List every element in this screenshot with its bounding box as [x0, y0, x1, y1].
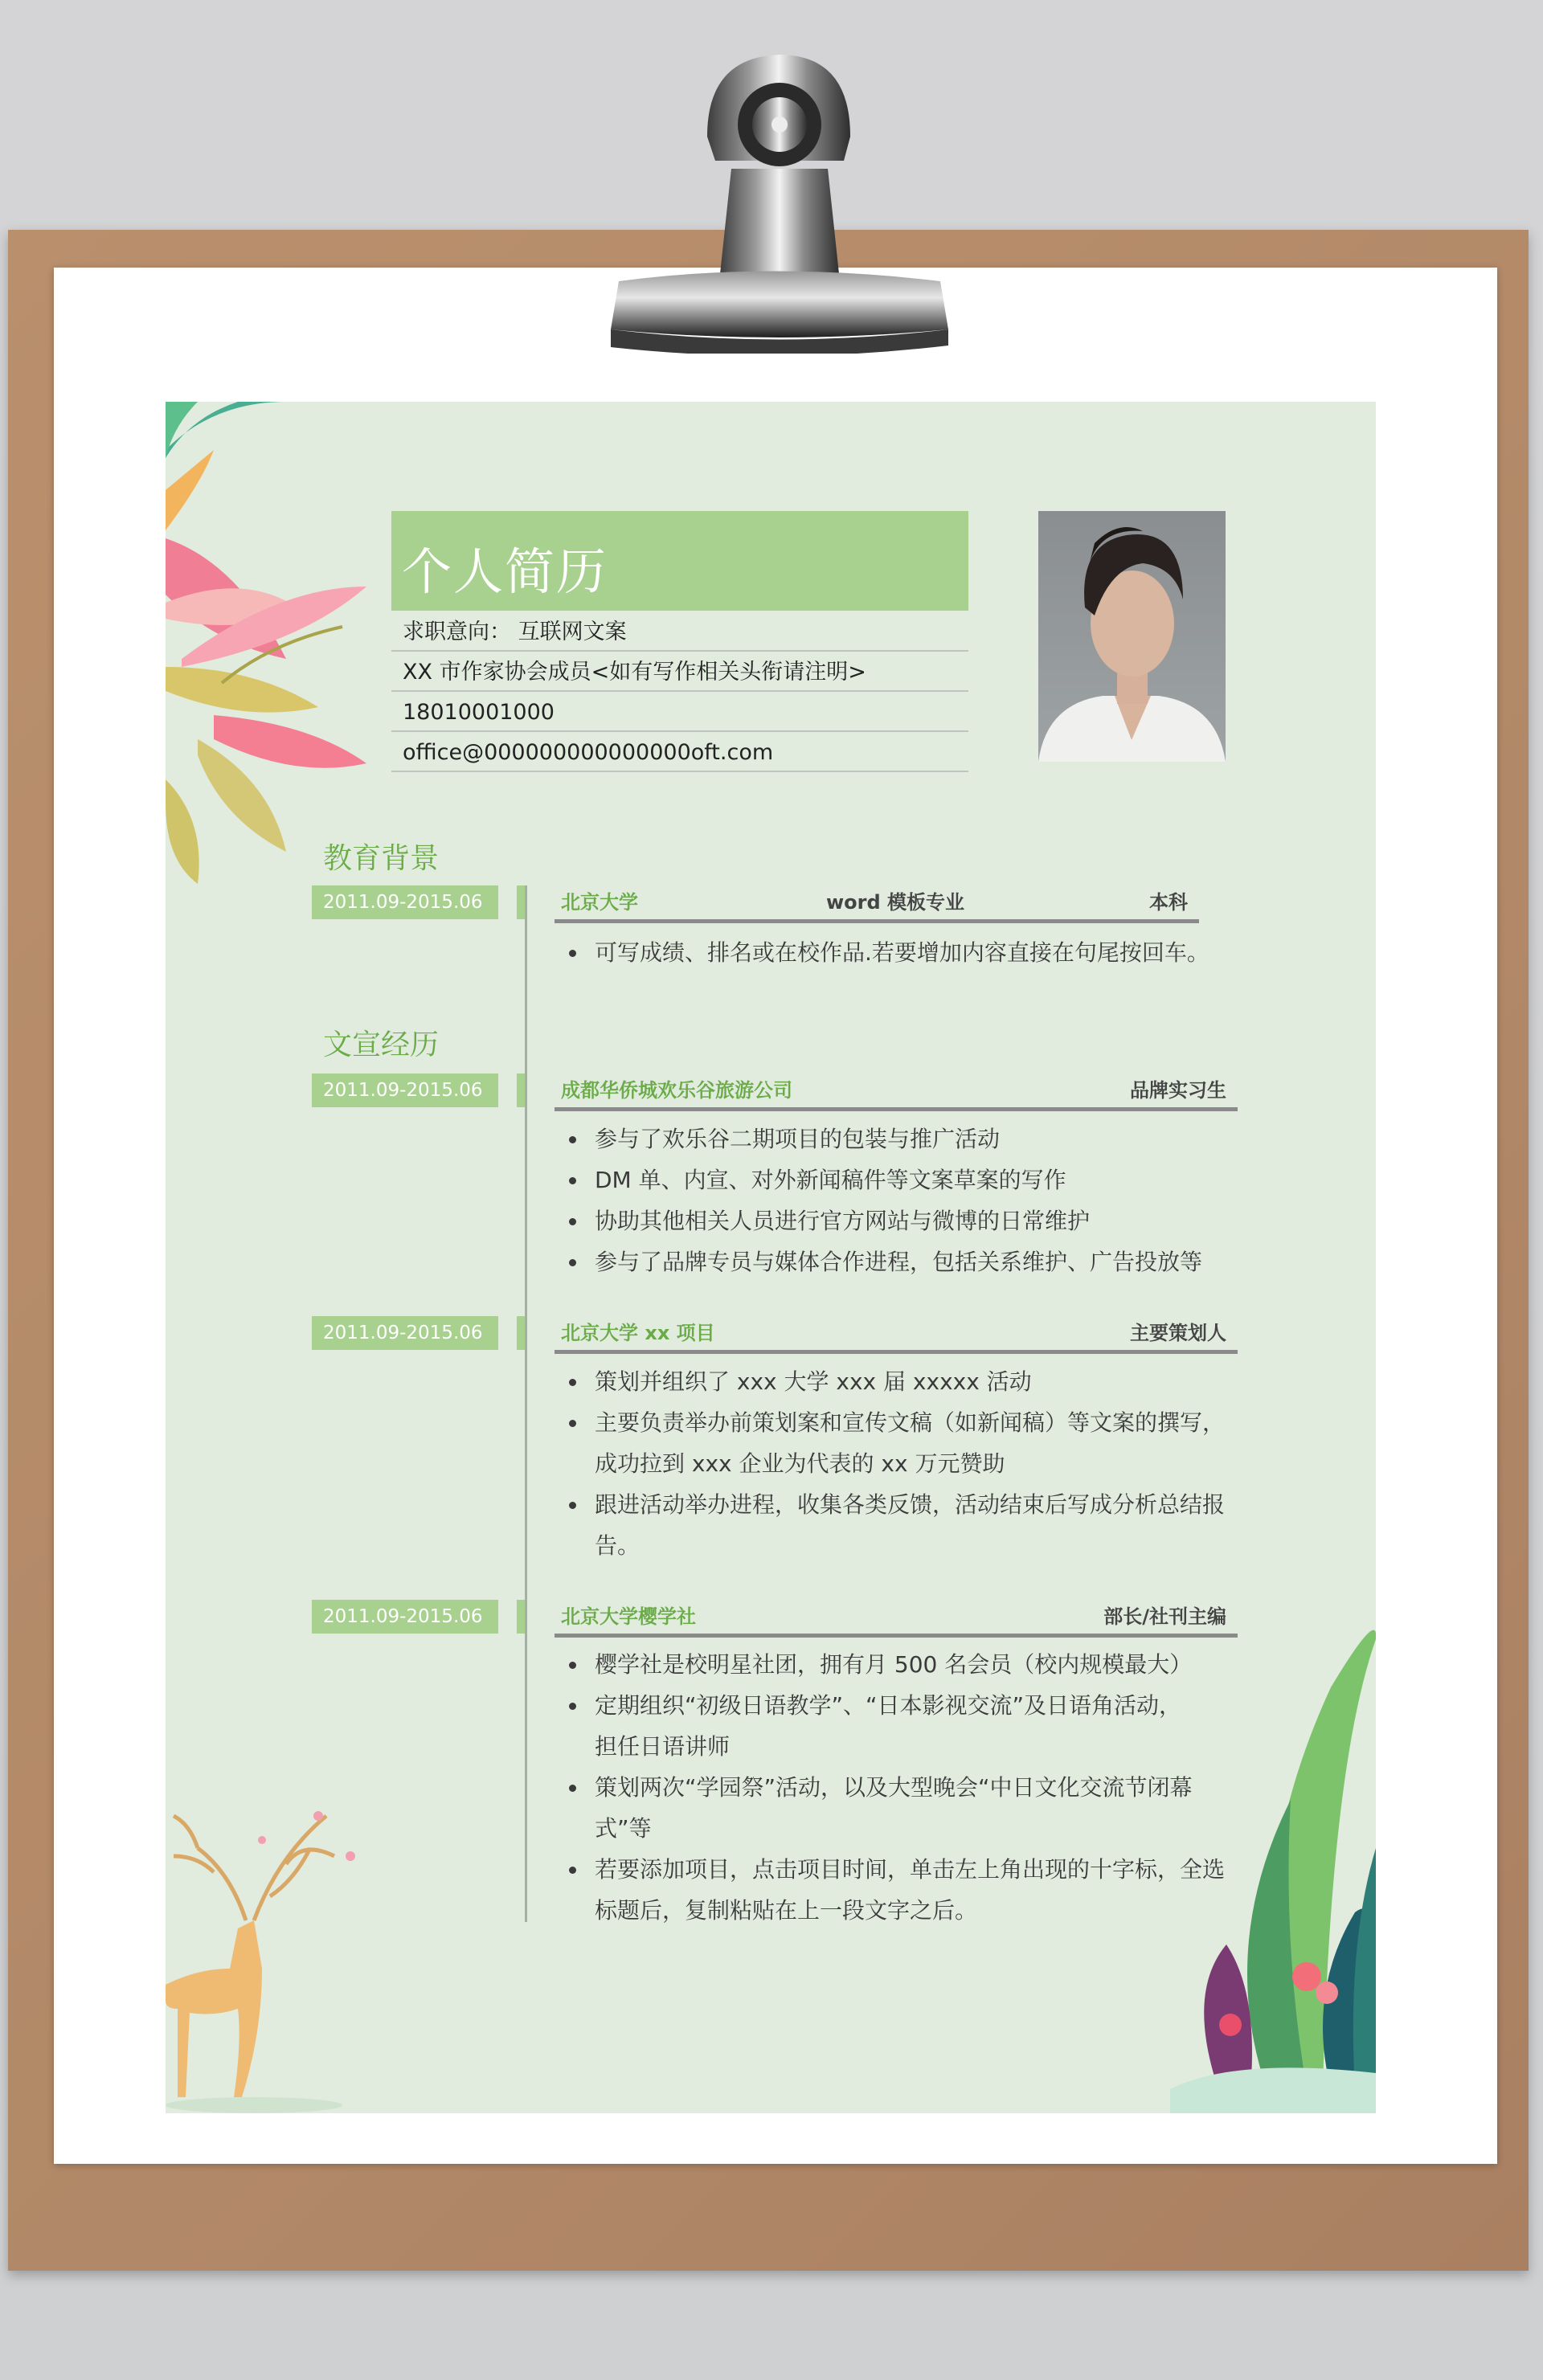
experience-header — [555, 1073, 1238, 1111]
list-item: 樱学社是校明星社团，拥有月 500 名会员（校内规模最大） — [555, 1644, 1225, 1685]
role-name: 品牌实习生 — [1130, 1079, 1226, 1102]
degree: 本科 — [1149, 891, 1188, 914]
experience-header — [555, 1600, 1238, 1638]
major-name: word 模板专业 — [826, 891, 965, 914]
experience-bullets — [555, 1644, 1225, 1931]
resume-title: 个人简历 — [402, 542, 608, 601]
list-item: 可写成绩、排名或在校作品.若要增加内容直接在句尾按回车。 — [555, 932, 1209, 973]
education-section-title: 教育背景 — [323, 842, 440, 875]
phone-number: 18010001000 — [391, 693, 968, 732]
profile-photo — [1038, 511, 1226, 762]
list-item-continuation: 告。 — [595, 1532, 641, 1559]
experience-date: 2011.09-2015.06 — [312, 1316, 498, 1350]
role-name: 主要策划人 — [1130, 1322, 1226, 1344]
job-intent: 求职意向： 互联网文案 — [391, 613, 968, 652]
email-address: office@000000000000000oft.com — [391, 734, 968, 772]
list-item: 策划并组织了 xxx 大学 xxx 届 xxxxx 活动 — [555, 1361, 1225, 1402]
org-name: 北京大学樱学社 — [561, 1605, 696, 1628]
role-name: 部长/社刊主编 — [1103, 1605, 1226, 1628]
timeline-marker — [517, 1316, 525, 1350]
binder-clip-icon — [563, 48, 964, 354]
floral-decoration-icon — [166, 402, 391, 900]
timeline-marker — [517, 1073, 525, 1107]
timeline-marker — [517, 1600, 525, 1634]
experience-bullets — [555, 1118, 1202, 1282]
list-item: 主要负责举办前策划案和宣传文稿（如新闻稿）等文案的撰写， — [555, 1402, 1225, 1443]
timeline-marker — [517, 885, 525, 919]
education-header — [555, 885, 1199, 923]
list-item: 参与了欢乐谷二期项目的包装与推广活动 — [555, 1118, 1202, 1159]
list-item: 若要添加项目，点击项目时间，单击左上角出现的十字标，全选 — [555, 1849, 1225, 1890]
education-date: 2011.09-2015.06 — [312, 885, 498, 919]
list-item: DM 单、内宣、对外新闻稿件等文案草案的写作 — [555, 1159, 1202, 1200]
experience-date: 2011.09-2015.06 — [312, 1073, 498, 1107]
education-bullets — [555, 932, 1209, 973]
experience-bullets — [555, 1361, 1225, 1566]
org-name: 北京大学 xx 项目 — [561, 1322, 715, 1344]
list-item: 协助其他相关人员进行官方网站与微博的日常维护 — [555, 1200, 1202, 1241]
timeline-line — [525, 885, 527, 1922]
list-item-continuation: 担任日语讲师 — [595, 1733, 731, 1760]
list-item-continuation: 成功拉到 xxx 企业为代表的 xx 万元赞助 — [595, 1450, 1005, 1477]
list-item-continuation: 式”等 — [595, 1815, 652, 1842]
experience-date: 2011.09-2015.06 — [312, 1600, 498, 1634]
list-item: 定期组织“初级日语教学”、“日本影视交流”及日语角活动， — [555, 1685, 1225, 1726]
list-item: 参与了品牌专员与媒体合作进程，包括关系维护、广告投放等 — [555, 1241, 1202, 1282]
experience-header — [555, 1316, 1238, 1354]
list-item: 跟进活动举办进程，收集各类反馈，活动结束后写成分析总结报 — [555, 1484, 1225, 1525]
list-item: 策划两次“学园祭”活动，以及大型晚会“中日文化交流节闭幕 — [555, 1767, 1225, 1808]
experience-section-title: 文宣经历 — [323, 1028, 440, 1061]
list-item-continuation: 标题后，复制粘贴在上一段文字之后。 — [595, 1897, 978, 1924]
school-name: 北京大学 — [561, 891, 638, 914]
deer-illustration-icon — [166, 1768, 383, 2113]
membership-line: XX 市作家协会成员<如有写作相关头衔请注明> — [391, 653, 968, 692]
org-name: 成都华侨城欢乐谷旅游公司 — [561, 1079, 792, 1102]
